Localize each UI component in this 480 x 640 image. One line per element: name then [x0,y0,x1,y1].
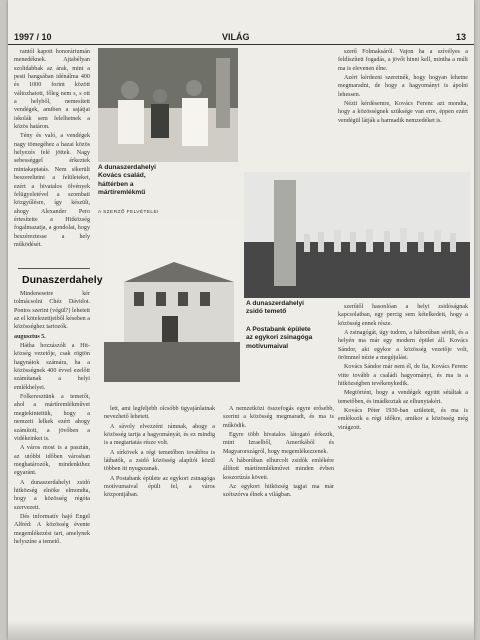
text-column-2 [104,405,334,637]
paragraph: Kovács Sándor már nem él, de fia, Kovács Ferenc vitte tovább a családi hagyományt, és ma is a hitközségben tevékenykedik. [338,364,468,388]
page-number: 13 [455,32,466,42]
paragraph: Kovács Péter 1930-ban született, és ma is emlékszik a régi időkre, amikor a közösség még virágzott. [338,408,468,431]
date-heading: augusztus 5. [14,333,46,340]
paragraph: A dunaszerdahelyi zsidó hitközség elnöke elmondta, hogy a közösség régóta szervezett. [14,479,90,511]
paragraph: A sávoly elvezzéni rámnak, ahogy a közösség tartja a hagyományát, és ez mindig is a megtartatás része volt. [104,423,215,447]
paragraph: Az egykori hitközség tagjai ma már szétszórva élnek a világban. [223,484,334,499]
family-caption: A dunaszerdahelyi Kovács család, háttérben a mártíremlékmű [98,164,157,197]
issue-label: 1997 / 10 [14,32,52,42]
magazine-page [8,0,474,640]
text-column-3-bottom [338,303,468,638]
paragraph: Tény és való, a vendégek nagy tömegéhez a hazai közös helyezés felé jöttek. Nagy sebességgel érkeztek mintakaptatás. Nem sikerült beszereltetni a felületeket, ezért a hivatalos ölvények felügyeletével a szombati közgyűlésre, így készült, ahogy Alexander Pero értesítette a Hitközség fogalmazatja, a gondolat, hogy beszéreztesse a hely működését. [14,133,90,248]
paragraph: Hátha hozzászólt a Hit-község vezetője, csak rögtön hagynátok számára, ha a közösségnek 400 évvel ezelőtt számítanak a helyi emlékhelyei. [14,343,90,391]
paragraph: Nézti kérdésemre, Kovács Ferenc azt mondta, hogy a közösségnek szüksége van erre, éppen ezért vendégül látják a harmadik nemzedéket is. [338,101,468,124]
paragraph: szerűtől hasonlóan a helyi zsidóságnak kapcsolatban, egy percig sem kételkedett, hogy a közösség ennek része. [338,304,468,327]
cemetery-caption: A dunaszerdahelyi zsidó temető [246,300,305,316]
bank-caption: A Postabank épülete az egykori zsinagóga motívumaival [246,326,313,350]
text-column-3-top [338,48,468,248]
paragraph: A Postabank épülete az egykori zsinagóga motívumaival épült fel, a város központjában. [104,475,215,499]
paragraph: A zsinagógát, úgy tudom, a háborúban sérült, és a helyén ma már egy modern épület áll. Kovács Sándor, aki egykor a közösség vezetője volt, örömmel nézte a megújulást. [338,330,468,362]
text-column-1-bottom [14,290,90,608]
divider [18,268,90,269]
paragraph: Folkeresztünk a temetőt, ahol a mártíremlékművet megtekintettük, hogy a nemzeti lelkek ezért ahogy számított, a jövőben a vidékeinket is. [14,394,90,442]
bank-building-photo [104,222,240,382]
paragraph: lett, ami legfeljebb olcsóbb ügyajánlatnak nevezhető lehetett. [104,406,215,421]
page-shadow [8,620,474,640]
paragraph: Dés informatív hajó Engel Alfréd: A közösség évente megemlékezést tart, amelynek helyszíne a temető. [14,513,90,545]
paragraph: Egyre több hivatalos látogató érkezik, mint Izraelből, Amerikából és Magyarországról, hogy megemlékezzenek. [223,432,334,455]
family-photo [98,48,238,162]
paragraph: A sírkövek a régi temetőben továbbra is láthatók, a zsidó közösség alapítói közül többen itt nyugszanak. [104,449,215,473]
article-title: Dunaszerdahely [22,274,103,286]
page-header [8,30,474,45]
paragraph: rantól kapott honoráriumán menedéknek. Ajtabélyan szolidabbak az árak, mint a pesti hangsában idénálma 400 és 1000 forint között változhatott, főleg nem s, s ott a helyből, nemesített vendégek, amiben a sajátjai iskolák sem felelhetnek a közös határon. [14,49,90,131]
paragraph: Azért kérdezni szeretnék, hogy hogyan lehetne megmaradni, de hogy a hagyományt is ápolni lehessen. [338,75,468,98]
paragraph: A város most is a pasztán, az utóbbi időben városban meghatározók, mindenkihez egyaránt. [14,445,90,477]
paragraph: Mindenesetre kér tolmácsolni Chéz Dávidot. Pontos szerint (végül?) lehetett az el kötelezettjeiből késeben a közösséghez tartozók. [14,291,90,331]
section-label: VILÁG [222,32,250,42]
paragraph: A nemzetközi összefogás egyre erősebb, szerint a közösség megmaradt, és ma is működik. [223,406,334,429]
paragraph: Megtörtént, hogy a vendégek együtt sétáltak a temetőben, és imádkoztak az elhunytakért. [338,390,468,405]
paragraph: A háborúban elhurcolt zsidók emlékére állított mártíremlékművet minden évben koszorúzás követi. [223,458,334,481]
paragraph: szerű Folmaksáról. Vajon ha a szívélyes a feldíszített fogadás, a jövőt hinni kell, mintha a múlt ma is elevenen élne. [338,49,468,72]
photo-credit: A SZERZŐ FELVÉTELEI [98,210,159,215]
